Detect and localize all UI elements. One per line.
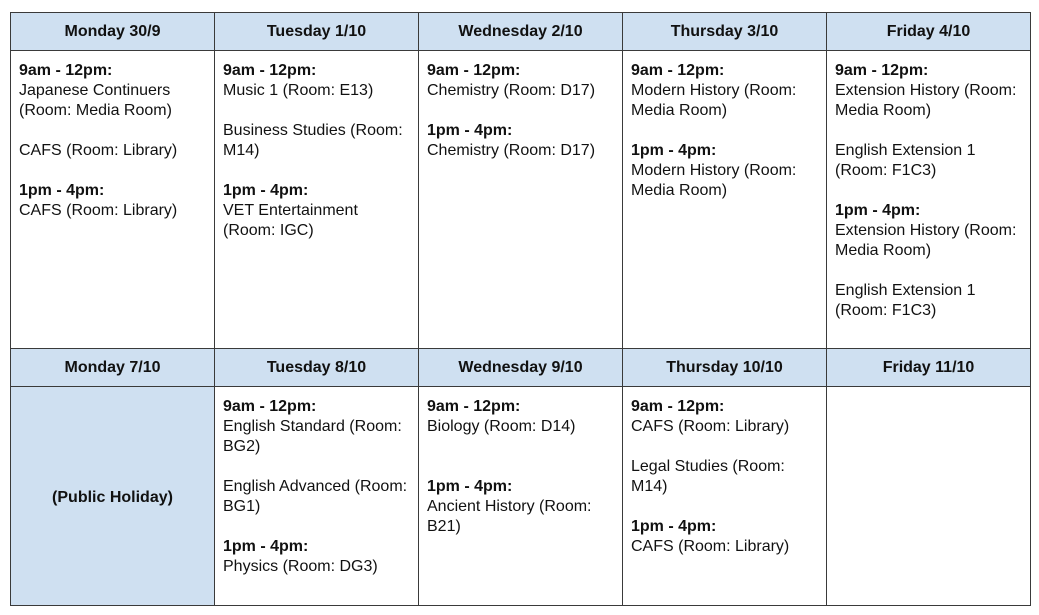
exam-entry: English Advanced (Room: BG1): [223, 478, 408, 515]
time-slot-label: 1pm - 4pm:: [631, 518, 717, 535]
schedule-cell: [623, 387, 827, 606]
exam-entry: Music 1 (Room: E13): [223, 82, 374, 99]
spacer: [835, 121, 1022, 141]
spacer: [631, 437, 818, 457]
spacer: [835, 181, 1022, 201]
week1-header-row: [11, 13, 1031, 51]
spacer: [631, 497, 818, 517]
time-slot-label: 9am - 12pm:: [19, 62, 113, 79]
week1-schedule-row: [11, 51, 1031, 349]
day-header: Monday 30/9: [11, 13, 215, 51]
day-header: Wednesday 2/10: [419, 13, 623, 51]
exam-entry: CAFS (Room: Library): [631, 418, 790, 435]
time-slot-label: 9am - 12pm:: [223, 398, 317, 415]
spacer: [427, 457, 614, 477]
exam-entry: Legal Studies (Room: M14): [631, 458, 785, 495]
week2-schedule-row: [11, 387, 1031, 606]
schedule-cell: [419, 51, 623, 349]
time-slot-label: 1pm - 4pm:: [835, 202, 921, 219]
day-header: Tuesday 1/10: [215, 13, 419, 51]
day-header: Tuesday 8/10: [215, 349, 419, 387]
spacer: [223, 101, 410, 121]
time-slot-label: 1pm - 4pm:: [427, 122, 513, 139]
exam-entry: Modern History (Room: Media Room): [631, 82, 797, 119]
time-slot-label: 1pm - 4pm:: [223, 182, 309, 199]
time-slot-label: 9am - 12pm:: [631, 62, 725, 79]
exam-entry: Japanese Continuers (Room: Media Room): [19, 82, 172, 119]
time-slot-label: 9am - 12pm:: [835, 62, 929, 79]
exam-entry: Chemistry (Room: D17): [427, 142, 596, 159]
schedule-cell: [11, 51, 215, 349]
time-slot-label: 9am - 12pm:: [223, 62, 317, 79]
spacer: [223, 517, 410, 537]
time-slot-label: 1pm - 4pm:: [223, 538, 309, 555]
schedule-cell: [215, 387, 419, 606]
exam-entry: English Standard (Room: BG2): [223, 418, 402, 455]
day-header: Thursday 10/10: [623, 349, 827, 387]
day-header: Wednesday 9/10: [419, 349, 623, 387]
time-slot-label: 9am - 12pm:: [427, 62, 521, 79]
exam-entry: Modern History (Room: Media Room): [631, 162, 797, 199]
exam-entry: VET Entertainment (Room: IGC): [223, 202, 358, 239]
exam-entry: CAFS (Room: Library): [631, 538, 790, 555]
time-slot-label: 9am - 12pm:: [427, 398, 521, 415]
day-header: Friday 4/10: [827, 13, 1031, 51]
schedule-cell: [623, 51, 827, 349]
spacer: [631, 121, 818, 141]
day-header: Thursday 3/10: [623, 13, 827, 51]
exam-entry: Ancient History (Room: B21): [427, 498, 592, 535]
time-slot-label: 9am - 12pm:: [631, 398, 725, 415]
schedule-cell: [419, 387, 623, 606]
time-slot-label: 1pm - 4pm:: [19, 182, 105, 199]
schedule-cell: [827, 387, 1031, 606]
time-slot-label: 1pm - 4pm:: [427, 478, 513, 495]
spacer: [835, 261, 1022, 281]
week2-header-row: [11, 349, 1031, 387]
spacer: [19, 161, 206, 181]
schedule-cell: [827, 51, 1031, 349]
exam-entry: Extension History (Room: Media Room): [835, 82, 1017, 119]
exam-entry: CAFS (Room: Library): [19, 142, 178, 159]
exam-entry: Extension History (Room: Media Room): [835, 222, 1017, 259]
exam-entry: English Extension 1 (Room: F1C3): [835, 282, 976, 319]
schedule-cell: [215, 51, 419, 349]
spacer: [223, 161, 410, 181]
exam-entry: Biology (Room: D14): [427, 418, 576, 435]
spacer: [19, 121, 206, 141]
spacer: [223, 457, 410, 477]
exam-timetable: [10, 12, 1031, 606]
exam-entry: Chemistry (Room: D17): [427, 82, 596, 99]
spacer: [427, 437, 614, 457]
exam-entry: English Extension 1 (Room: F1C3): [835, 142, 976, 179]
day-header: Monday 7/10: [11, 349, 215, 387]
exam-entry: Physics (Room: DG3): [223, 558, 378, 575]
spacer: [427, 101, 614, 121]
exam-entry: Business Studies (Room: M14): [223, 122, 403, 159]
exam-entry: CAFS (Room: Library): [19, 202, 178, 219]
public-holiday-cell: (Public Holiday): [11, 387, 215, 606]
time-slot-label: 1pm - 4pm:: [631, 142, 717, 159]
day-header: Friday 11/10: [827, 349, 1031, 387]
